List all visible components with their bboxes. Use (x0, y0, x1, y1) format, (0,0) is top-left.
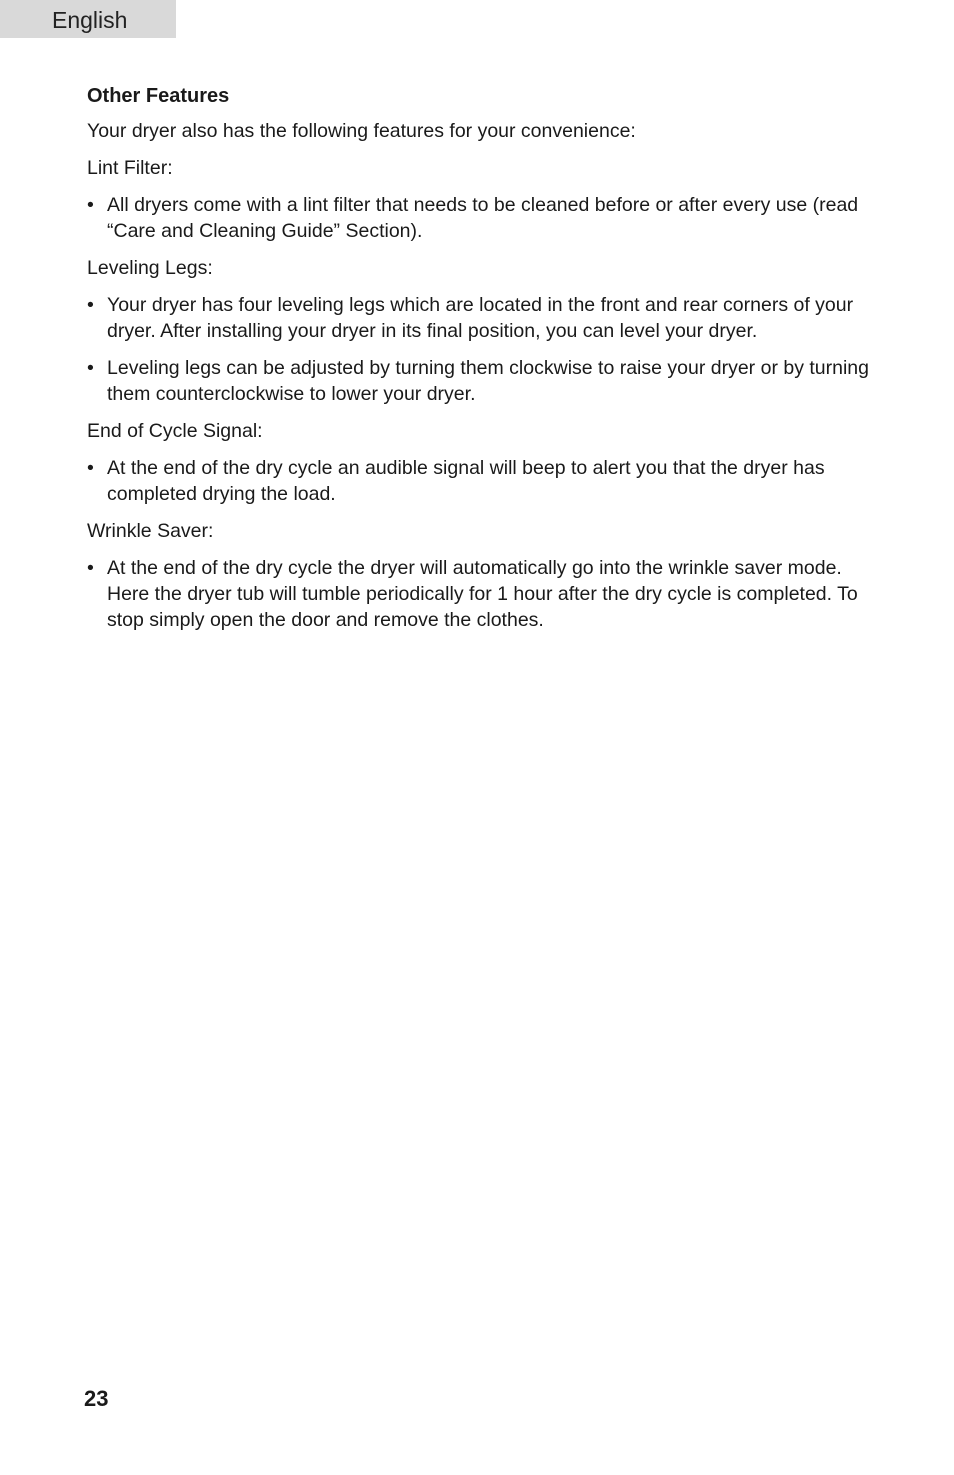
bullet-item (87, 355, 887, 407)
intro-text: Your dryer also has the following features for your convenience: (87, 120, 636, 142)
bullet-item (87, 292, 887, 344)
bullet-item (87, 192, 887, 244)
section-title: Other Features (87, 85, 230, 107)
bullet-item (87, 555, 887, 633)
bullet-text: At the end of the dry cycle the dryer will automatically go into the wrinkle saver mode. Here the dryer tub will tumble periodically for 1 hour after the dry cycle is completed. To stop simply open the door and remove the clothes. (107, 557, 858, 631)
bullet-icon: • (87, 194, 94, 216)
bullet-text: At the end of the dry cycle an audible signal will beep to alert you that the dryer has completed drying the load. (107, 457, 825, 505)
page-content (87, 80, 887, 644)
bullet-icon: • (87, 457, 94, 479)
feature-label-leveling-legs: Leveling Legs: (87, 257, 213, 279)
page-number: 23 (84, 1386, 109, 1411)
bullet-icon: • (87, 557, 94, 579)
bullet-text: Leveling legs can be adjusted by turning them clockwise to raise your dryer or by turning them counterclockwise to lower your dryer. (107, 357, 869, 405)
feature-label-lint-filter: Lint Filter: (87, 157, 173, 179)
bullet-text: Your dryer has four leveling legs which are located in the front and rear corners of your dryer. After installing your dryer in its final position, you can level your dryer. (107, 294, 854, 342)
bullet-text: All dryers come with a lint filter that needs to be cleaned before or after every use (read “Care and Cleaning Guide” Section). (107, 194, 859, 242)
bullet-icon: • (87, 294, 94, 316)
language-tab: English (0, 0, 176, 38)
bullet-icon: • (87, 357, 94, 379)
feature-label-end-of-cycle-signal: End of Cycle Signal: (87, 420, 263, 442)
feature-label-wrinkle-saver: Wrinkle Saver: (87, 520, 214, 542)
bullet-item (87, 455, 887, 507)
